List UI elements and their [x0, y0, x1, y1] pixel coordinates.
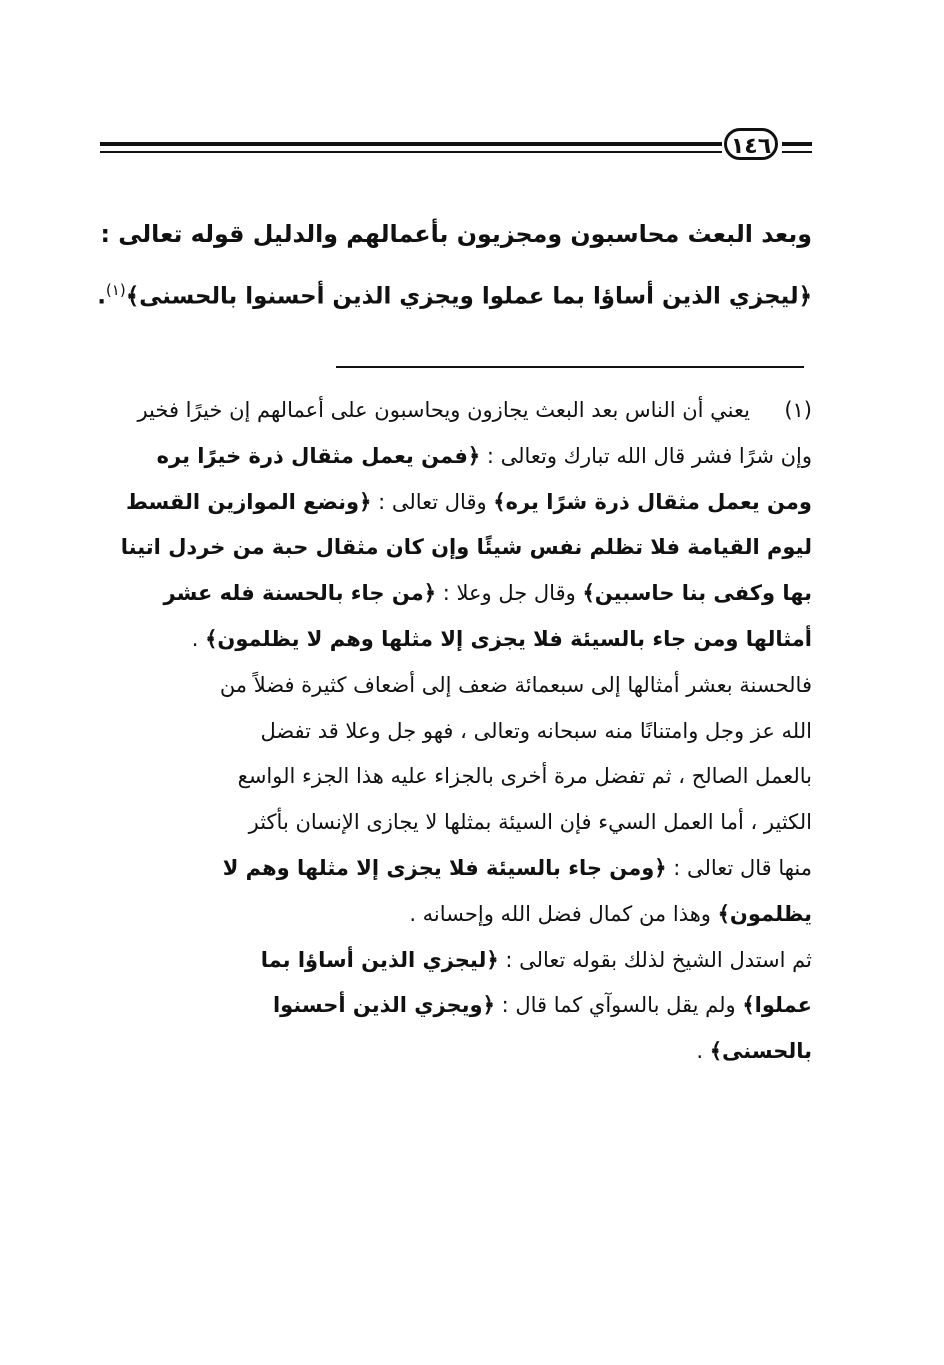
- footnote-line: [96, 800, 812, 846]
- footnote-block: [96, 388, 812, 1075]
- footnote-text: ثم استدل الشيخ لذلك بقوله تعالى :: [498, 947, 812, 972]
- footnote-text: وقال جل وعلا :: [436, 581, 583, 606]
- main-verse: ﴿ليجزي الذين أساؤا بما عملوا ويجزي الذين أحسنوا بالحسنى﴾: [125, 283, 812, 310]
- main-line-1: وبعد البعث محاسبون ومجزيون بأعمالهم والدليل قوله تعالى :: [100, 220, 812, 248]
- footnote-line: [96, 846, 812, 892]
- footnote-text: منها قال تعالى :: [666, 855, 812, 880]
- verse-text: ﴿ليجزي الذين أساؤا بما: [260, 947, 499, 972]
- footnote-line: [96, 663, 812, 709]
- footnote-text: .: [696, 1039, 710, 1064]
- verse-text: بالحسنى﴾: [709, 1039, 812, 1064]
- page-number: ١٤٦: [724, 128, 778, 160]
- footnote-line: [96, 480, 812, 526]
- footnote-line: [96, 938, 812, 984]
- footnote-text: وهذا من كمال فضل الله وإحسانه .: [409, 901, 718, 926]
- footnote-line: [96, 617, 812, 663]
- verse-text: ومن يعمل مثقال ذرة شرًا يره﴾: [493, 489, 812, 514]
- footnote-line: [96, 388, 812, 434]
- verse-text: يظلمون﴾: [717, 901, 812, 926]
- footnote-text: وقال تعالى :: [371, 489, 494, 514]
- footnote-text: ولم يقل بالسوآي كما قال :: [494, 993, 743, 1018]
- footnote-text: الله عز وجل وامتنانًا منه سبحانه وتعالى ، فهو جل وعلا قد تفضل: [260, 718, 812, 743]
- page-header: [100, 128, 812, 168]
- footnote-line: [96, 754, 812, 800]
- footnote-reference: (١): [105, 281, 126, 299]
- verse-text: ﴿ومن جاء بالسيئة فلا يجزى إلا مثلها وهم لا: [222, 855, 667, 880]
- footnote-line: [96, 1029, 812, 1075]
- verse-text: ﴿من جاء بالحسنة فله عشر: [163, 581, 437, 606]
- footnote-text: يعني أن الناس بعد البعث يجازون ويحاسبون على أعمالهم إن خيرًا فخير: [137, 398, 750, 422]
- verse-text: ﴿فمن يعمل مثقال ذرة خيرًا يره: [156, 443, 481, 468]
- footnote-text: وإن شرًا فشر قال الله تبارك وتعالى :: [480, 443, 812, 468]
- main-text: [97, 206, 812, 325]
- footnote-line: [96, 525, 812, 571]
- verse-text: ليوم القيامة فلا تظلم نفس شيئًا وإن كان مثقال حبة من خردل اتينا: [120, 535, 812, 560]
- verse-text: بها وكفى بنا حاسبين﴾: [582, 581, 812, 606]
- footnote-line: [96, 983, 812, 1029]
- footnote-line: [96, 434, 812, 480]
- header-rule: [100, 142, 722, 153]
- footnote-number: (١): [784, 398, 812, 422]
- verse-text: ﴿ونضع الموازين القسط: [126, 489, 372, 514]
- footnote-separator: [336, 366, 804, 368]
- footnote-line: [96, 892, 812, 938]
- verse-text: عملوا﴾: [742, 993, 812, 1018]
- footnote-text: بالعمل الصالح ، ثم تفضل مرة أخرى بالجزاء عليه هذا الجزء الواسع: [237, 764, 812, 789]
- footnote-line: [96, 709, 812, 755]
- footnote-text: فالحسنة بعشر أمثالها إلى سبعمائة ضعف إلى أضعاف كثيرة فضلاً من: [219, 672, 812, 697]
- footnote-text: .: [191, 626, 206, 651]
- header-rule-short: [782, 142, 812, 153]
- footnote-text: الكثير ، أما العمل السيء فإن السيئة بمثلها لا يجازى الإنسان بأكثر: [248, 810, 812, 835]
- verse-text: ﴿ويجزي الذين أحسنوا: [272, 993, 495, 1018]
- footnote-line: [96, 571, 812, 617]
- main-line-2: [97, 262, 812, 325]
- main-line-2-end: .: [97, 283, 106, 310]
- verse-text: أمثالها ومن جاء بالسيئة فلا يجزى إلا مثلها وهم لا يظلمون﴾: [205, 626, 812, 651]
